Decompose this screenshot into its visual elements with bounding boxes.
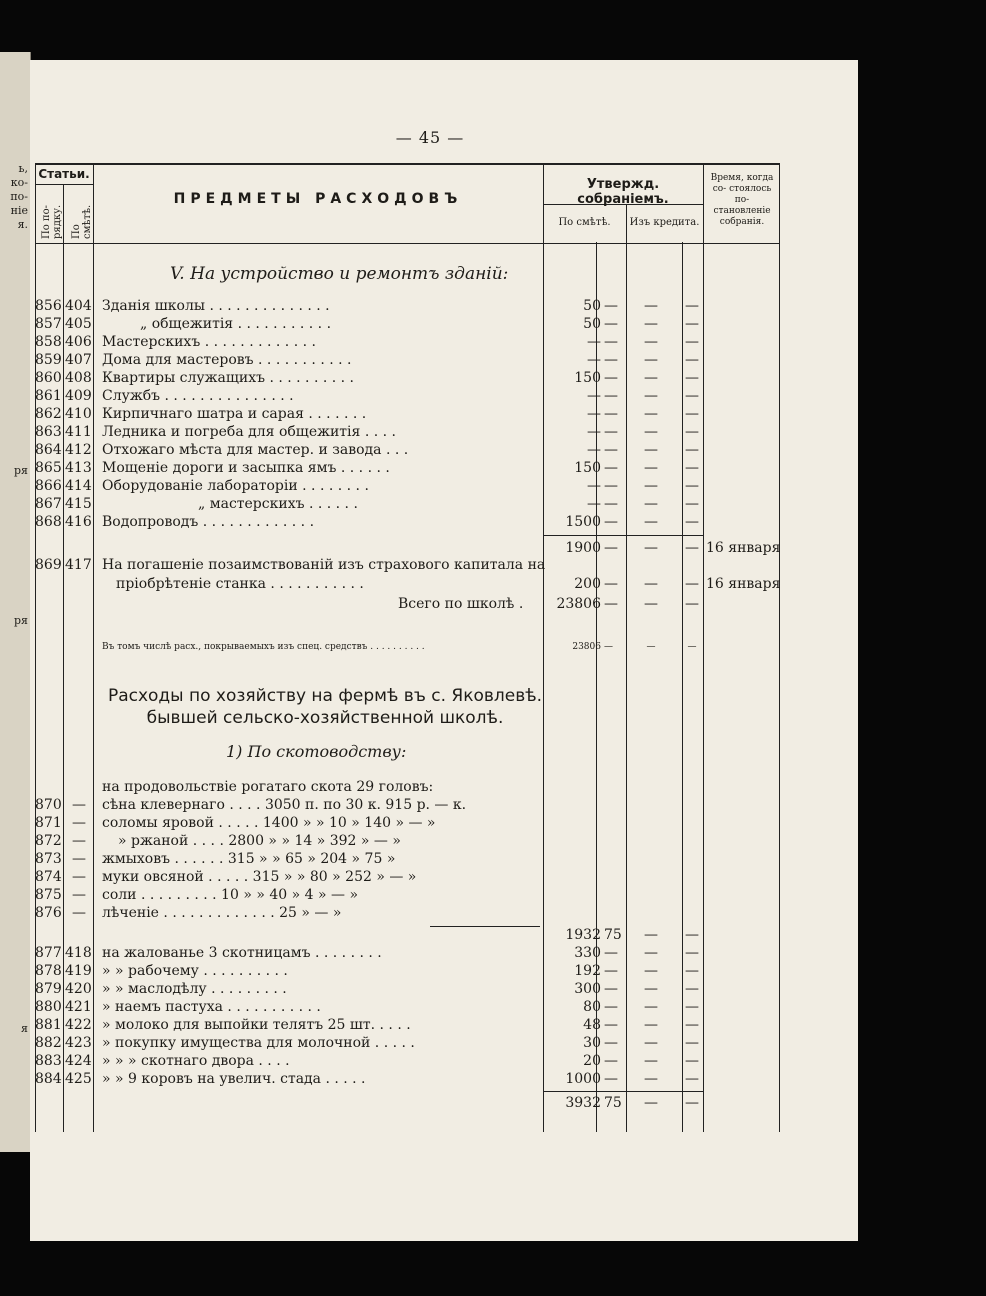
left-margin-text: ніе — [10, 204, 28, 217]
header-title: ПРЕДМЕТЫ РАСХОДОВЪ — [173, 191, 463, 207]
table-row: 883 424 » » » скотнаго двора . . . . 20 — — — — [35, 1053, 699, 1069]
left-margin-text: я — [21, 1022, 28, 1035]
feed-row: 871 — соломы яровой . . . . . 1400 » » 10 » 140 » — » — [35, 815, 436, 831]
table-row: 862 410 Кирпичнаго шатра и сарая . . . . . . . — — — — — [35, 406, 699, 422]
header-time: Время, когда со- стоялось по- становленіе собранія. — [710, 173, 774, 227]
table-row: 879 420 » » маслодѣлу . . . . . . . . . 300 — — — — [35, 981, 699, 997]
table-row: 880 421 » наемъ пастуха . . . . . . . . . . . 80 — — — — [35, 999, 699, 1015]
table-row: 856 404 Зданія школы . . . . . . . . . . . . . . 50 — — — — [35, 298, 699, 314]
page-number: — 45 — — [395, 128, 465, 147]
table-row: 865 413 Мощеніе дороги и засыпка ямъ . . . . . . 150 — — — — [35, 460, 699, 476]
left-margin-text: ь, — [18, 162, 28, 175]
table-row: 867 415 „ мастерскихъ . . . . . . — — — — — [35, 496, 699, 512]
livestock-title: 1) По скотоводству: — [226, 742, 407, 761]
table-row: 860 408 Квартиры служащихъ . . . . . . . . . . 150 — — — — [35, 370, 699, 386]
page — [30, 60, 858, 1241]
table-row: 869 417 На погашеніе позаимствованій изъ страхового капитала на — [35, 557, 546, 573]
table-row: 861 409 Службъ . . . . . . . . . . . . . . . — — — — — [35, 388, 699, 404]
grand-total-row: 3932 75 — — — [565, 1095, 699, 1111]
header-po-smete: По смѣтѣ. — [71, 204, 93, 239]
section-title: V. На устройство и ремонтъ зданій: — [170, 264, 509, 284]
table-row: 884 425 » » 9 коровъ на увелич. стада . . . . . 1000 — — — — [35, 1071, 699, 1087]
feed-row: 875 — соли . . . . . . . . . 10 » » 40 » 4 » — » — [35, 887, 359, 903]
table-row: 878 419 » » рабочему . . . . . . . . . . 192 — — — — [35, 963, 699, 979]
header-approved: Утвержд. собраніемъ. — [577, 177, 669, 207]
feed-row: 874 — муки овсяной . . . . . 315 » » 80 » 252 » — » — [35, 869, 417, 885]
left-margin-text: по- — [10, 190, 28, 203]
total-row: Всего по школѣ . 23806 — — — — [398, 596, 699, 612]
feed-row: 876 — лѣченіе . . . . . . . . . . . . . 25 » — » — [35, 905, 342, 921]
feed-row: 870 — сѣна клевернаго . . . . 3050 п. по 30 к. 915 р. — к. — [35, 797, 467, 813]
feed-row: 873 — жмыховъ . . . . . . 315 » » 65 » 204 » 75 » — [35, 851, 396, 867]
table-row: 882 423 » покупку имущества для молочной . . . . . 30 — — — — [35, 1035, 699, 1051]
left-margin-text: ря — [14, 614, 28, 627]
header-by-estimate: По смѣтѣ. — [558, 217, 611, 228]
header-statyi: Статьи. — [38, 167, 90, 181]
feed-row: 872 — » ржаной . . . . 2800 » » 14 » 392 » — » — [35, 833, 401, 849]
table-header — [35, 163, 780, 244]
left-margin-text: ря — [14, 464, 28, 477]
header-po-poryadku: По по- рядку. — [41, 204, 63, 239]
feed-intro: на продовольствіе рогатаго скота 29 головъ: — [102, 779, 434, 795]
table-row: 857 405 „ общежитія . . . . . . . . . . . 50 — — — — [35, 316, 699, 332]
table-row: 868 416 Водопроводъ . . . . . . . . . . . . . 1500 — — — — [35, 514, 699, 530]
left-margin-text: я. — [17, 218, 28, 231]
subtotal-row: 1900 — — — 16 января — [565, 540, 781, 556]
header-from-credit: Изъ кредита. — [629, 217, 700, 228]
left-page-edge — [0, 52, 31, 1152]
special-funds-row: Въ томъ числѣ расх., покрываемыхъ изъ спец. средствъ . . . . . . . . . . 23806 — — — — [102, 642, 697, 652]
table-row: 864 412 Отхожаго мѣста для мастер. и завода . . . — — — — — [35, 442, 699, 458]
table-row: пріобрѣтеніе станка . . . . . . . . . . . 200 — — — 16 января — [116, 576, 781, 592]
farm-title: Расходы по хозяйству на фермѣ въ с. Яковлевѣ. — [107, 686, 543, 706]
left-margin-text: ко- — [10, 176, 28, 189]
table-row: 859 407 Дома для мастеровъ . . . . . . . . . . . — — — — — [35, 352, 699, 368]
table-row: 863 411 Ледника и погреба для общежитія . . . . — — — — — [35, 424, 699, 440]
subtotal-row: 1932 75 — — — [565, 927, 699, 943]
table-row: 881 422 » молоко для выпойки телятъ 25 шт. . . . . 48 — — — — [35, 1017, 699, 1033]
farm-subtitle: бывшей сельско-хозяйственной школѣ. — [146, 708, 504, 728]
table-row: 858 406 Мастерскихъ . . . . . . . . . . . . . — — — — — [35, 334, 699, 350]
table-row: 877 418 на жалованье 3 скотницамъ . . . . . . . . 330 — — — — [35, 945, 699, 961]
table-row: 866 414 Оборудованіе лабораторіи . . . . . . . . — — — — — [35, 478, 699, 494]
